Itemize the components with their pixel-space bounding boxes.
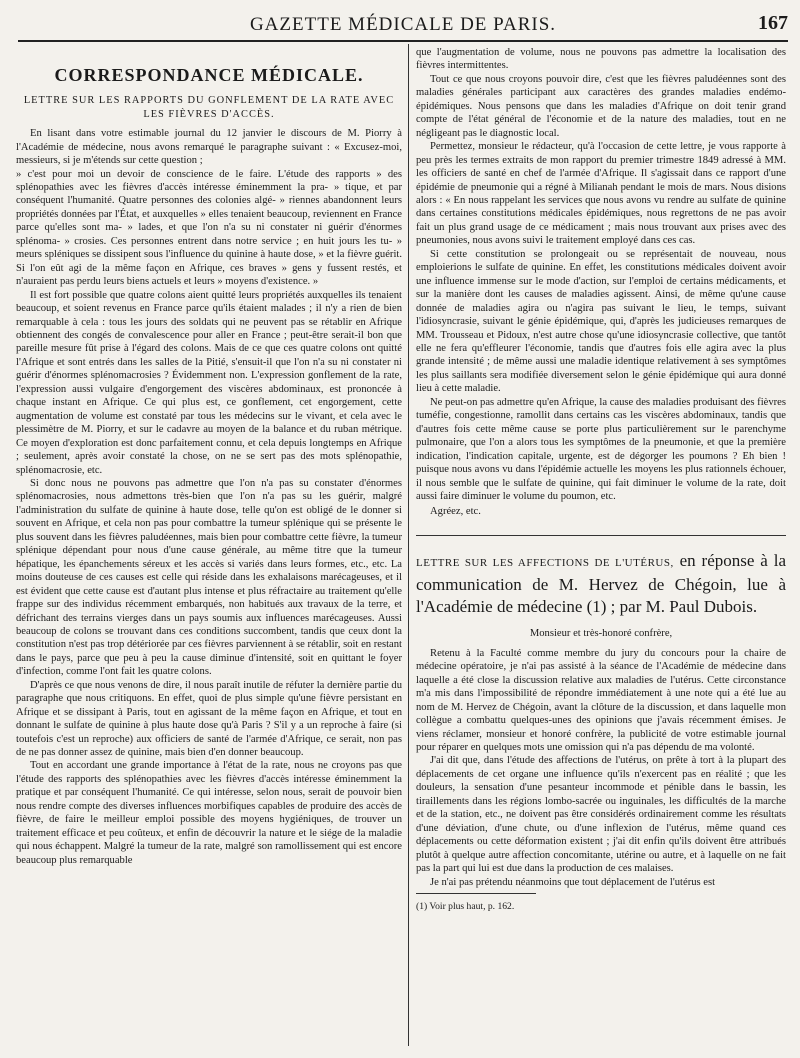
right-column [416,46,786,913]
paragraph: J'ai dit que, dans l'étude des affections de l'utérus, on prête à tort à la plupart des déplacements de cet organe une influence qu'ils n'exercent pas en réalité ; que les douleurs, la sensation d'une pesanteur incommode et pénible dans le bassin, les tiraillements dans les régions lombo-sacrée ou inguinales, les difficultés de la marche et de la station, etc., ne doivent pas être considérés ordinairement comme les résultats d'une déviation, d'une chute, ou d'une inflexion de l'utérus, même quand ces déplacements ou cette déformation existent ; j'ai dit enfin qu'ils doivent être attribués plutôt à quelque autre affection concomitante, utérine ou autre, et à laquelle on ne fait pas la part qui lui est due dans la production de ces malaises. [416,755,786,875]
section-separator [416,535,786,536]
footnote: (1) Voir plus haut, p. 162. [416,900,515,912]
page-header [18,12,788,42]
paragraph: D'après ce que nous venons de dire, il nous paraît inutile de réfuter la dernière partie du paragraphe que nous critiquons. En effet, quoi de plus simple qu'une fièvre persistant en Afrique et se dissipant à Paris, tout en agissant de la même façon en Afrique, et tout en donnant le sulfate de quinine à plus haute dose qu'à Paris ? S'il y a un reproche à faire (si toutefois c'est un reproche) aux officiers de santé de l'armée d'Afrique, ce serait, non pas de ne pas donner assez de quinine, mais bien d'en donner beaucoup. [16,679,402,759]
left-column [16,46,402,867]
section-title: CORRESPONDANCE MÉDICALE. [54,65,364,85]
paragraph: Il est fort possible que quatre colons aient quitté leurs propriétés auxquelles ils tenaient beaucoup, et soient revenus en France parce qu'ils étaient malades ; il n'y a rien de bien remarquable à cela : tous les jours des soldats qui ne peuvent pas se rétablir en Afrique obtiennent des congés de convalescence pour aller en France ; peut-être serait-il bon que pareille mesure fût prise à l'égard des colons. Mais de ce que ces quatre colons ont quitté l'Afrique et sont entrés dans les salles de la Pitié, s'ensuit-il que l'on n'a su ni constater ni guérir d'énormes splénomacrosies ? Évidemment non. L'expression gonflement de la rate, l'expression aussi vulgaire d'engorgement des viscères abdominaux, est prononcée à chaque instant en Afrique. Ce qui plus est, ce gonflement, cet engorgement, cette augmentation de volume est constaté par tous les médecins sur le vivant, et cela avec le plessimètre de M. Piorry, et sur le cadavre au moyen de la balance et du ruban métrique. Ce moyen d'exploration est donc parfaitement connu, et cela depuis longtemps en Afrique ; seulement, après avoir constaté la chose, on ne se sert pas des mots splénopathie, splénomacrosie, etc. [16,289,402,476]
paragraph: que l'augmentation de volume, nous ne pouvons pas admettre la localisation des fièvres intermittentes. [416,47,786,72]
paragraph: Je n'ai pas prétendu néanmoins que tout déplacement de l'utérus est [430,876,716,888]
paragraph: Tout en accordant une grande importance à l'état de la rate, nous ne croyons pas que l'étude des rapports des splénopathies avec les fièvres d'accès intéresse éminemment la pratique et par conséquent l'humanité. Ce qui intéresse, selon nous, serait de pouvoir bien nous rendre compte des diverses influences morbifiques capables de produire des accès de fièvre, de faire le meilleur emploi possible des moyens hygiéniques, de trouver un traitement efficace et peu coûteux, et enfin de découvrir la nature et le siége de la maladie qui nous échappent. Malgré la tumeur de la rate, malgré son ramollissement qui est encore beaucoup plus remarquable [16,760,402,866]
signoff: Agréez, etc. [430,506,481,518]
column-divider [408,44,409,1046]
paragraph: Ne peut-on pas admettre qu'en Afrique, la cause des maladies produisant des fièvres tuméfie, congestionne, ramollit dans certains cas les viscères abdominaux, tandis que d'autres fois cette même cause se porte plus particulièrement sur le parenchyme pulmonaire, que l'on a alors tous les symptômes de la pneumonie, et que la première indication, l'indication capitale, urgente, est de dégorger les poumons ? Eh bien ! puisque nous avons vu dans l'épidémie actuelle les moyens les plus rationnels échouer, il nous semble que le sulfate de quinine, qui fait diminuer le volume de la rate, doit aussi faire diminuer le volume du poumon, etc. [416,396,786,502]
letter-title-rest: en réponse à la communication de M. Hervez de Chégoin, lue à l'Académie de médecine (1) ; par M. Paul Dubois. [416,550,786,616]
salutation: Monsieur et très-honoré confrère, [529,628,673,640]
letter-title-lead: LETTRE SUR LES AFFECTIONS DE L'UTÉRUS, [416,556,674,569]
letter-title: LETTRE SUR LES RAPPORTS DU GONFLEMENT DE LA RATE AVEC LES FIÈVRES D'ACCÈS. [23,95,395,120]
footnote-rule [416,893,536,894]
paragraph: Permettez, monsieur le rédacteur, qu'à l'occasion de cette lettre, je vous rapporte à peu près les termes extraits de mon rapport du premier trimestre 1849 adressé à MM. les officiers de santé en chef de l'armée d'Afrique. Il s'agissait dans ce rapport d'une épidémie de pneumonie qui a régné à Milianah pendant le mois de mars. Nous disions alors : « En nous rappelant les services que nous avons vu rendre au sulfate de quinine dans certaines constitutions médicales épidémiques, nous regrettons de ne pas avoir fait un plus grand usage de ce médicament ; mais nous trouvant aux prises avec des pneumonies, nous avons suivi le traitement employé dans ces cas. [416,141,786,247]
paragraph: Si donc nous ne pouvons pas admettre que l'on n'a pas su constater d'énormes splénomacrosies, nous admettons très-bien que l'on n'a pas su les guérir, malgré l'administration du sulfate de quinine à haute dose, telle qu'on est obligé de le donner si souvent en Afrique, et cela non pas pour combattre la tumeur splénique qui se présente le plus souvent dans les fièvres paludéennes, mais bien pour combattre cette fièvre, la tumeur splénique dépendant pour nous d'une cause générale, au même titre que la tumeur hépatique, les épanchements séreux et les accès si variés dans leurs formes, etc., etc. La moins douteuse de ces causes est celle qui réside dans les exhalaisons marécageuses, et il est évident que cette cause est d'autant plus intense et plus réfractaire au traitement qu'elle frappe sur des individus récemment embarqués, non habitués aux travaux de la terre, et défrichant des terrains vierges dans un pays soumis aux influences marécageuses. Aussi beaucoup de colons se trouvant dans ces conditions succombent, tandis que ceux dont la constitution n'est pas trop détériorée par ces fièvres parviennent à se rétablir, soit en restant dans le pays, parce que peu à peu la cause diminue d'intensité, soit en quittant le foyer d'infection, comme l'ont fait les quatre colons. [16,477,402,678]
paragraph: En lisant dans votre estimable journal du 12 janvier le discours de M. Piorry à l'Académie de médecine, nous avons remarqué le paragraphe suivant : « Excusez-moi, messieurs, si je m'étends sur cette question ; [16,128,402,167]
paragraph: Retenu à la Faculté comme membre du jury du concours pour la chaire de médecine opératoire, je n'ai pas assisté à la séance de l'Académie de médecine dans laquelle a été close la discussion relative aux maladies de l'utérus. Cette circonstance m'a mis dans l'impossibilité de répondre immédiatement à une note qui a été lue au nom de M. Hervez de Chégoin, avant la clôture de la discussion, et dans laquelle mon collègue a combattu quelques-unes des opinions que j'avais récemment émises. Je viens réclamer, monsieur et honoré confrère, la publicité de votre estimable journal pour réparer en quelques mots une omission qui n'a pas dépendu de ma volonté. [416,647,786,753]
journal-title: GAZETTE MÉDICALE DE PARIS. [249,14,557,35]
paragraph: Si cette constitution se prolongeait ou se représentait de nouveau, nous emploierions le sulfate de quinine. En effet, les constitutions médicales doivent avoir une influence immense sur le mode d'action, sur l'emploi de certains médicaments, et sur la manière dont les causes de maladies agissent. Ainsi, de même qu'une cause donnée de maladies agira ou n'agira pas suivant le lieu, le temps, suivant l'idiosyncrasie, suivant le génie épidémique, qui, d'après les judicieuses remarques de MM. Trousseau et Pidoux, n'est autre chose qu'une idiosyncrasie collective, que tantôt elle ne fera qu'effleurer l'économie, tandis que d'autres fois elle agira avec la plus grande intensité ; de même aussi une maladie identique relativement à ses symptômes les plus saillants sera modifiée diversement selon le génie épidémique qui aura donné lieu à cette maladie. [416,248,786,395]
quotation: » c'est pour moi un devoir de conscience de le faire. L'étude des rapports » des splénopathies avec les fièvres d'accès intéresse éminemment la pra- » tique, et par conséquent l'humanité. Quatre personnes des colonies algé- » riennes abandonnent leurs propriétés données par l'État, et auxquelles » elles tenaient beaucoup, reviennent en France parce qu'elles sont ma- » lades, et que l'on n'a su ni constater ni guérir d'énormes splénoma- » crosies. Ces personnes entrent dans notre service ; en huit jours les tu- » meurs spléniques se dissipent sous l'influence du quinine à haute dose, » et la fièvre guérit. Si l'on eût agi de la même façon en Afrique, ces braves » gens y fussent restés, et n'auraient pas perdu leurs biens actuels et leurs » moyens d'existence. » [16,168,402,288]
paragraph: Tout ce que nous croyons pouvoir dire, c'est que les fièvres paludéennes sont des maladies générales participant aux caractères des grandes maladies endémo-épidémiques. Nous pensons que dans les maladies d'Afrique on doit tenir grand compte de l'état général de l'économie et de la nature des maladies, tout en ne négligeant pas le diagnostic local. [416,73,786,139]
page-number: 167 [758,12,788,34]
letter-title [416,550,786,618]
